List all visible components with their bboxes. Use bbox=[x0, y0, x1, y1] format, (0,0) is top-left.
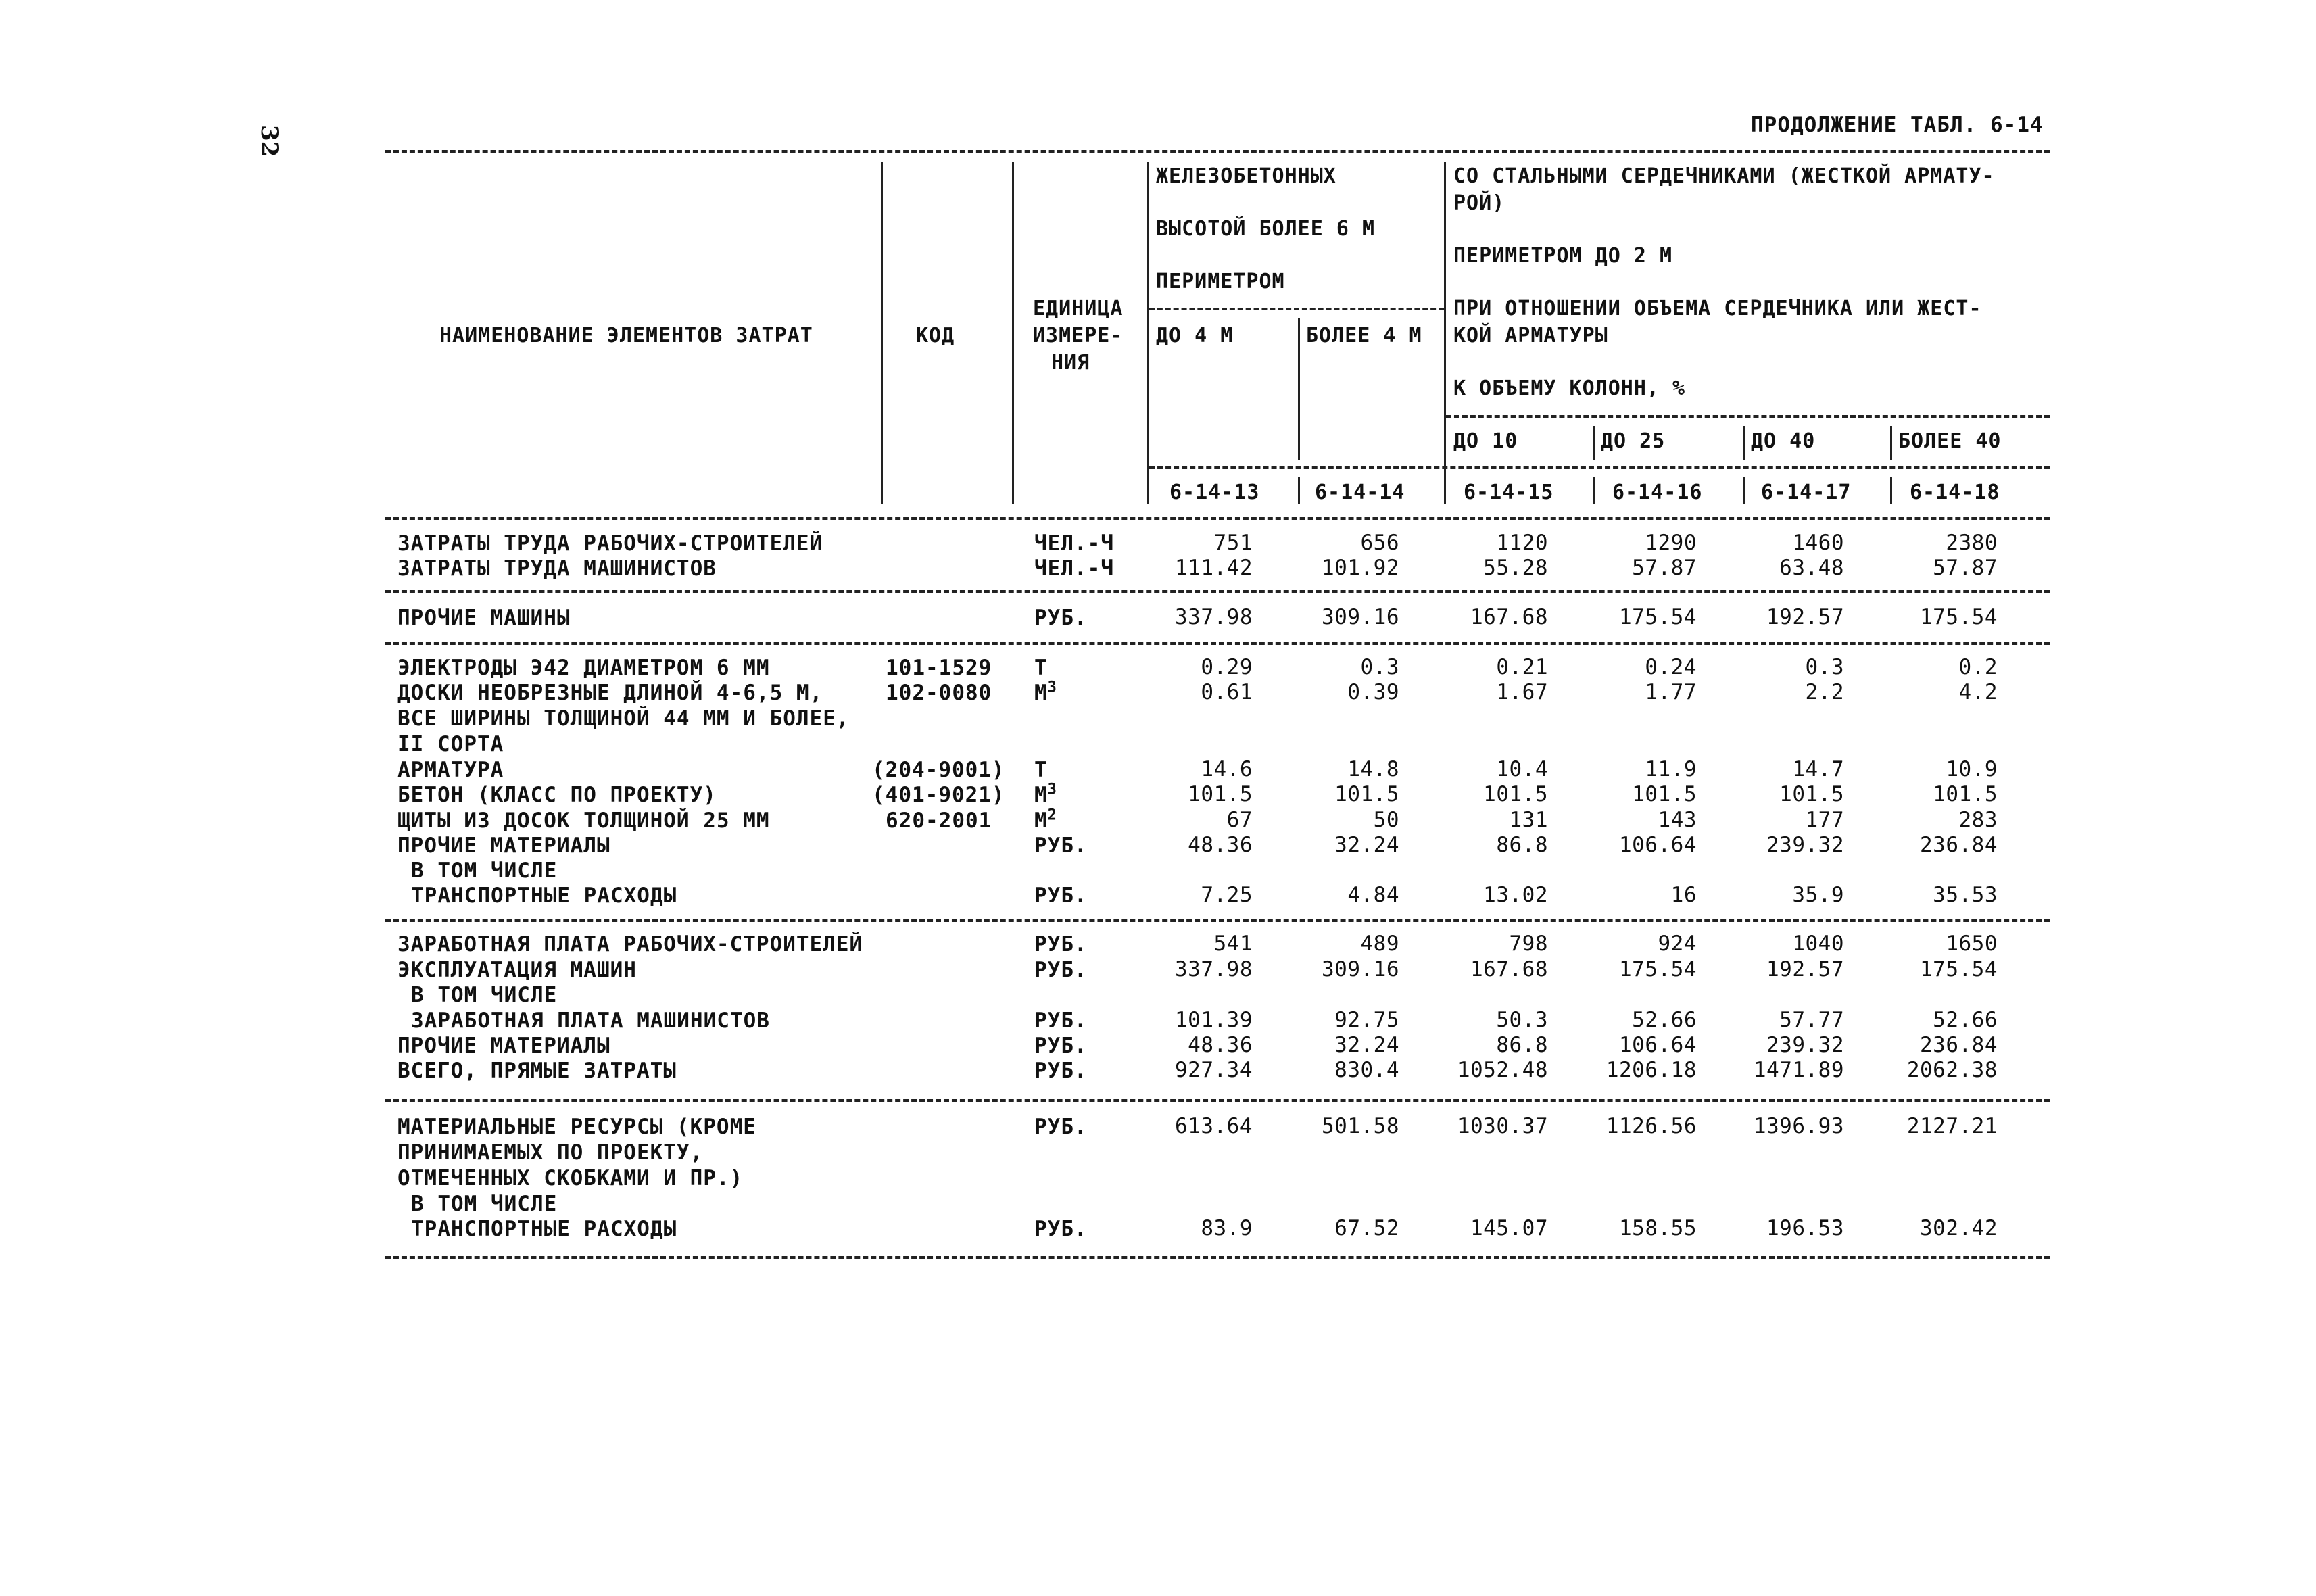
row-value-6-14-16: 175.54 bbox=[1619, 605, 1697, 629]
row-value-6-14-17: 1396.93 bbox=[1753, 1114, 1844, 1138]
row-value-6-14-14: 309.16 bbox=[1322, 605, 1399, 629]
row-value-6-14-16: 175.54 bbox=[1619, 957, 1697, 982]
row-value-6-14-18: 2127.21 bbox=[1906, 1114, 1998, 1138]
row-value-6-14-13: 0.61 bbox=[1201, 680, 1253, 704]
row-value-6-14-18: 57.87 bbox=[1933, 556, 1998, 580]
section-rule bbox=[385, 590, 2050, 593]
row-unit-text: РУБ. bbox=[1034, 833, 1088, 858]
row-value-6-14-16: 106.64 bbox=[1619, 833, 1697, 857]
header-group-b-line4: ПРИ ОТНОШЕНИИ ОБЪЕМА СЕРДЕЧНИКА ИЛИ ЖЕСТ- bbox=[1453, 297, 1982, 320]
row-value-6-14-13: 337.98 bbox=[1175, 957, 1253, 982]
row-value-6-14-15: 13.02 bbox=[1483, 883, 1548, 907]
row-value-6-14-16: 11.9 bbox=[1645, 757, 1697, 781]
header-separator bbox=[1593, 477, 1595, 504]
row-value-6-14-13: 48.36 bbox=[1188, 1033, 1253, 1057]
row-value-6-14-17: 2.2 bbox=[1805, 680, 1844, 704]
header-group-a-line2: ВЫСОТОЙ БОЛЕЕ 6 М bbox=[1156, 217, 1376, 241]
header-separator bbox=[1012, 162, 1014, 504]
row-value-6-14-15: 1052.48 bbox=[1457, 1058, 1548, 1082]
row-unit bbox=[1034, 1216, 1088, 1242]
row-unit bbox=[1034, 1114, 1088, 1140]
row-name: ПРОЧИЕ МАШИНЫ bbox=[397, 606, 571, 630]
header-bottom-rule bbox=[385, 517, 2050, 520]
header-group-b-line1: СО СТАЛЬНЫМИ СЕРДЕЧНИКАМИ (ЖЕСТКОЙ АРМАТУ- bbox=[1453, 164, 1995, 188]
row-name: ВСЕГО, ПРЯМЫЕ ЗАТРАТЫ bbox=[397, 1059, 677, 1083]
header-group-b-line2: РОЙ) bbox=[1453, 191, 1505, 215]
header-code-column: КОД bbox=[916, 324, 955, 347]
row-value-6-14-15: 131 bbox=[1509, 808, 1548, 832]
row-unit-text: РУБ. bbox=[1034, 884, 1088, 908]
row-value-6-14-13: 0.29 bbox=[1201, 655, 1253, 679]
row-unit-text: РУБ. bbox=[1034, 1217, 1088, 1241]
header-separator bbox=[1298, 318, 1300, 460]
row-value-6-14-14: 101.5 bbox=[1334, 782, 1399, 806]
row-code: (401-9021) bbox=[872, 783, 1005, 807]
row-unit bbox=[1034, 605, 1088, 631]
header-group-b-line6: К ОБЪЕМУ КОЛОНН, % bbox=[1453, 377, 1686, 400]
row-value-6-14-15: 167.68 bbox=[1470, 957, 1548, 982]
header-separator bbox=[1444, 162, 1446, 504]
row-value-6-14-18: 236.84 bbox=[1920, 833, 1998, 857]
row-value-6-14-18: 302.42 bbox=[1920, 1216, 1998, 1240]
header-group-b-sub3: ДО 40 bbox=[1751, 429, 1816, 453]
row-value-6-14-13: 67 bbox=[1226, 808, 1253, 832]
row-value-6-14-18: 175.54 bbox=[1920, 957, 1998, 982]
row-value-6-14-18: 2062.38 bbox=[1906, 1058, 1998, 1082]
header-group-b-line5: КОЙ АРМАТУРЫ bbox=[1453, 324, 1608, 347]
row-value-6-14-15: 10.4 bbox=[1496, 757, 1548, 781]
row-code: 101-1529 bbox=[886, 656, 992, 680]
row-name: АРМАТУРА bbox=[397, 758, 504, 782]
row-name: ЩИТЫ ИЗ ДОСОК ТОЛЩИНОЙ 25 ММ bbox=[397, 808, 770, 833]
row-value-6-14-18: 236.84 bbox=[1920, 1033, 1998, 1057]
row-value-6-14-13: 83.9 bbox=[1201, 1216, 1253, 1240]
row-value-6-14-14: 0.3 bbox=[1360, 655, 1399, 679]
row-value-6-14-15: 1.67 bbox=[1496, 680, 1548, 704]
row-value-6-14-15: 1120 bbox=[1496, 531, 1548, 555]
row-value-6-14-14: 501.58 bbox=[1322, 1114, 1399, 1138]
row-value-6-14-13: 48.36 bbox=[1188, 833, 1253, 857]
row-value-6-14-14: 50 bbox=[1373, 808, 1399, 832]
row-value-6-14-18: 4.2 bbox=[1958, 680, 1998, 704]
row-name: ТРАНСПОРТНЫЕ РАСХОДЫ bbox=[411, 1217, 677, 1241]
row-value-6-14-18: 101.5 bbox=[1933, 782, 1998, 806]
row-name: ЗАРАБОТНАЯ ПЛАТА РАБОЧИХ-СТРОИТЕЛЕЙ bbox=[397, 932, 863, 957]
row-value-6-14-16: 0.24 bbox=[1645, 655, 1697, 679]
row-unit bbox=[1034, 531, 1114, 556]
row-value-6-14-16: 1206.18 bbox=[1606, 1058, 1697, 1082]
row-value-6-14-17: 35.9 bbox=[1792, 883, 1844, 907]
header-group-b-line3: ПЕРИМЕТРОМ ДО 2 М bbox=[1453, 244, 1673, 268]
header-separator bbox=[1147, 162, 1149, 504]
header-code-6-14-18: 6-14-18 bbox=[1910, 481, 2000, 504]
row-name: ЗАТРАТЫ ТРУДА МАШИНИСТОВ bbox=[397, 556, 717, 581]
row-name: ЭЛЕКТРОДЫ Э42 ДИАМЕТРОМ 6 ММ bbox=[397, 656, 770, 680]
row-name: ЗАРАБОТНАЯ ПЛАТА МАШИНИСТОВ bbox=[411, 1009, 770, 1033]
row-value-6-14-17: 57.77 bbox=[1779, 1008, 1844, 1032]
row-value-6-14-18: 1650 bbox=[1946, 932, 1998, 956]
row-unit-text: Т bbox=[1034, 758, 1048, 782]
row-unit-text: ЧЕЛ.-Ч bbox=[1034, 556, 1114, 581]
row-value-6-14-14: 830.4 bbox=[1334, 1058, 1399, 1082]
row-value-6-14-16: 924 bbox=[1658, 932, 1697, 956]
header-name-column: НАИМЕНОВАНИЕ ЭЛЕМЕНТОВ ЗАТРАТ bbox=[439, 324, 813, 347]
row-value-6-14-13: 337.98 bbox=[1175, 605, 1253, 629]
section-rule bbox=[385, 642, 2050, 645]
row-value-6-14-16: 1.77 bbox=[1645, 680, 1697, 704]
row-unit bbox=[1034, 1008, 1088, 1034]
row-value-6-14-17: 239.32 bbox=[1766, 833, 1844, 857]
header-code-6-14-15: 6-14-15 bbox=[1464, 481, 1554, 504]
row-value-6-14-17: 196.53 bbox=[1766, 1216, 1844, 1240]
row-value-6-14-15: 55.28 bbox=[1483, 556, 1548, 580]
row-name: ЭКСПЛУАТАЦИЯ МАШИН bbox=[397, 958, 637, 982]
row-unit-text: М bbox=[1034, 808, 1048, 833]
row-value-6-14-13: 541 bbox=[1213, 932, 1253, 956]
row-value-6-14-18: 283 bbox=[1958, 808, 1998, 832]
row-unit-exponent: 3 bbox=[1047, 781, 1057, 798]
row-unit-exponent: 2 bbox=[1047, 806, 1057, 824]
row-value-6-14-15: 145.07 bbox=[1470, 1216, 1548, 1240]
row-value-6-14-17: 14.7 bbox=[1792, 757, 1844, 781]
row-value-6-14-13: 7.25 bbox=[1201, 883, 1253, 907]
row-value-6-14-14: 0.39 bbox=[1347, 680, 1399, 704]
row-value-6-14-15: 86.8 bbox=[1496, 833, 1548, 857]
header-unit-line1: ЕДИНИЦА bbox=[1033, 297, 1124, 320]
row-value-6-14-18: 175.54 bbox=[1920, 605, 1998, 629]
header-separator bbox=[1593, 426, 1595, 460]
header-separator bbox=[1743, 426, 1745, 460]
row-value-6-14-17: 239.32 bbox=[1766, 1033, 1844, 1057]
row-value-6-14-16: 1126.56 bbox=[1606, 1114, 1697, 1138]
row-value-6-14-14: 32.24 bbox=[1334, 833, 1399, 857]
row-unit-exponent: 3 bbox=[1047, 679, 1057, 696]
row-name: В ТОМ ЧИСЛЕ bbox=[411, 983, 558, 1007]
row-unit-text: РУБ. bbox=[1034, 932, 1088, 957]
row-value-6-14-14: 14.8 bbox=[1347, 757, 1399, 781]
row-unit-text: Т bbox=[1034, 656, 1048, 680]
row-name: ТРАНСПОРТНЫЕ РАСХОДЫ bbox=[411, 884, 677, 908]
row-value-6-14-13: 101.39 bbox=[1175, 1008, 1253, 1032]
row-unit bbox=[1034, 655, 1048, 681]
row-name: ПРИНИМАЕМЫХ ПО ПРОЕКТУ, bbox=[397, 1140, 704, 1165]
row-unit bbox=[1034, 932, 1088, 957]
row-unit bbox=[1034, 782, 1057, 808]
row-name: ВСЕ ШИРИНЫ ТОЛЩИНОЙ 44 ММ И БОЛЕЕ, bbox=[397, 706, 850, 731]
page-number: 32 bbox=[256, 125, 283, 158]
row-value-6-14-15: 0.21 bbox=[1496, 655, 1548, 679]
header-rule bbox=[1446, 415, 2050, 418]
section-rule bbox=[385, 919, 2050, 922]
row-name: ОТМЕЧЕННЫХ СКОБКАМИ И ПР.) bbox=[397, 1166, 744, 1190]
row-value-6-14-17: 101.5 bbox=[1779, 782, 1844, 806]
row-value-6-14-15: 167.68 bbox=[1470, 605, 1548, 629]
row-value-6-14-15: 86.8 bbox=[1496, 1033, 1548, 1057]
row-unit-text: РУБ. bbox=[1034, 1059, 1088, 1083]
row-value-6-14-13: 101.5 bbox=[1188, 782, 1253, 806]
row-value-6-14-14: 4.84 bbox=[1347, 883, 1399, 907]
row-unit bbox=[1034, 833, 1088, 859]
section-rule bbox=[385, 1099, 2050, 1102]
row-value-6-14-18: 2380 bbox=[1946, 531, 1998, 555]
row-name: В ТОМ ЧИСЛЕ bbox=[411, 1192, 558, 1216]
row-name: ЗАТРАТЫ ТРУДА РАБОЧИХ-СТРОИТЕЛЕЙ bbox=[397, 531, 823, 556]
row-value-6-14-17: 192.57 bbox=[1766, 957, 1844, 982]
row-value-6-14-18: 35.53 bbox=[1933, 883, 1998, 907]
header-separator bbox=[1890, 426, 1892, 460]
row-unit-text: М bbox=[1034, 681, 1048, 705]
row-unit bbox=[1034, 1033, 1088, 1059]
row-value-6-14-16: 106.64 bbox=[1619, 1033, 1697, 1057]
header-separator bbox=[1890, 477, 1892, 504]
row-value-6-14-13: 14.6 bbox=[1201, 757, 1253, 781]
row-value-6-14-13: 751 bbox=[1213, 531, 1253, 555]
row-unit bbox=[1034, 957, 1088, 983]
row-value-6-14-14: 656 bbox=[1360, 531, 1399, 555]
row-value-6-14-17: 63.48 bbox=[1779, 556, 1844, 580]
row-code: (204-9001) bbox=[872, 758, 1005, 782]
row-value-6-14-17: 1460 bbox=[1792, 531, 1844, 555]
header-group-a-sub1: ДО 4 М bbox=[1156, 324, 1234, 347]
row-code: 620-2001 bbox=[886, 808, 992, 833]
row-value-6-14-15: 50.3 bbox=[1496, 1008, 1548, 1032]
row-unit-text: РУБ. bbox=[1034, 1009, 1088, 1033]
row-unit bbox=[1034, 883, 1088, 909]
row-value-6-14-14: 489 bbox=[1360, 932, 1399, 956]
row-value-6-14-15: 798 bbox=[1509, 932, 1548, 956]
row-value-6-14-16: 143 bbox=[1658, 808, 1697, 832]
header-rule bbox=[1149, 466, 2050, 469]
table-caption: ПРОДОЛЖЕНИЕ ТАБЛ. 6-14 bbox=[1751, 113, 2044, 137]
row-value-6-14-17: 192.57 bbox=[1766, 605, 1844, 629]
row-value-6-14-17: 0.3 bbox=[1805, 655, 1844, 679]
row-value-6-14-15: 101.5 bbox=[1483, 782, 1548, 806]
row-name: БЕТОН (КЛАСС ПО ПРОЕКТУ) bbox=[397, 783, 717, 807]
row-unit-text: РУБ. bbox=[1034, 958, 1088, 982]
header-separator bbox=[881, 162, 883, 504]
row-value-6-14-16: 16 bbox=[1670, 883, 1697, 907]
header-group-a-line1: ЖЕЛЕЗОБЕТОННЫХ bbox=[1156, 164, 1336, 188]
row-value-6-14-17: 1471.89 bbox=[1753, 1058, 1844, 1082]
header-code-6-14-14: 6-14-14 bbox=[1315, 481, 1405, 504]
row-value-6-14-18: 0.2 bbox=[1958, 655, 1998, 679]
header-group-b-sub2: ДО 25 bbox=[1601, 429, 1666, 453]
row-value-6-14-14: 309.16 bbox=[1322, 957, 1399, 982]
row-value-6-14-17: 177 bbox=[1805, 808, 1844, 832]
row-unit-text: РУБ. bbox=[1034, 606, 1088, 630]
row-name: ПРОЧИЕ МАТЕРИАЛЫ bbox=[397, 1034, 610, 1058]
row-value-6-14-17: 1040 bbox=[1792, 932, 1844, 956]
header-code-6-14-13: 6-14-13 bbox=[1169, 481, 1260, 504]
row-name: ДОСКИ НЕОБРЕЗНЫЕ ДЛИНОЙ 4-6,5 М, bbox=[397, 681, 823, 705]
row-name: ПРОЧИЕ МАТЕРИАЛЫ bbox=[397, 833, 610, 858]
row-value-6-14-13: 111.42 bbox=[1175, 556, 1253, 580]
bottom-rule bbox=[385, 1256, 2050, 1259]
row-value-6-14-13: 927.34 bbox=[1175, 1058, 1253, 1082]
row-unit bbox=[1034, 556, 1114, 581]
header-separator bbox=[1444, 477, 1446, 504]
header-separator bbox=[1298, 477, 1300, 504]
header-rule bbox=[1149, 308, 1444, 310]
header-group-b-sub4: БОЛЕЕ 40 bbox=[1898, 429, 2002, 453]
header-group-a-sub2: БОЛЕЕ 4 М bbox=[1306, 324, 1422, 347]
row-unit bbox=[1034, 757, 1048, 783]
header-code-6-14-16: 6-14-16 bbox=[1612, 481, 1703, 504]
row-unit bbox=[1034, 1058, 1088, 1084]
row-value-6-14-18: 52.66 bbox=[1933, 1008, 1998, 1032]
row-value-6-14-14: 67.52 bbox=[1334, 1216, 1399, 1240]
row-name: В ТОМ ЧИСЛЕ bbox=[411, 859, 558, 883]
row-unit-text: РУБ. bbox=[1034, 1034, 1088, 1058]
row-value-6-14-14: 92.75 bbox=[1334, 1008, 1399, 1032]
header-group-b-sub1: ДО 10 bbox=[1453, 429, 1518, 453]
row-value-6-14-16: 101.5 bbox=[1632, 782, 1697, 806]
row-value-6-14-16: 1290 bbox=[1645, 531, 1697, 555]
top-rule bbox=[385, 150, 2050, 153]
row-name: II СОРТА bbox=[397, 732, 504, 756]
row-value-6-14-16: 57.87 bbox=[1632, 556, 1697, 580]
row-value-6-14-16: 158.55 bbox=[1619, 1216, 1697, 1240]
row-unit bbox=[1034, 808, 1057, 833]
row-unit bbox=[1034, 680, 1057, 706]
header-separator bbox=[1743, 477, 1745, 504]
row-value-6-14-13: 613.64 bbox=[1175, 1114, 1253, 1138]
row-unit-text: РУБ. bbox=[1034, 1115, 1088, 1139]
row-code: 102-0080 bbox=[886, 681, 992, 705]
row-value-6-14-16: 52.66 bbox=[1632, 1008, 1697, 1032]
row-name: МАТЕРИАЛЬНЫЕ РЕСУРСЫ (КРОМЕ bbox=[397, 1115, 756, 1139]
header-code-6-14-17: 6-14-17 bbox=[1761, 481, 1852, 504]
row-value-6-14-14: 101.92 bbox=[1322, 556, 1399, 580]
row-value-6-14-18: 10.9 bbox=[1946, 757, 1998, 781]
header-unit-line3: НИЯ bbox=[1051, 351, 1090, 374]
row-unit-text: М bbox=[1034, 783, 1048, 807]
row-value-6-14-14: 32.24 bbox=[1334, 1033, 1399, 1057]
header-unit-line2: ИЗМЕРЕ- bbox=[1033, 324, 1124, 347]
row-value-6-14-15: 1030.37 bbox=[1457, 1114, 1548, 1138]
row-unit-text: ЧЕЛ.-Ч bbox=[1034, 531, 1114, 556]
header-group-a-line3: ПЕРИМЕТРОМ bbox=[1156, 270, 1285, 293]
